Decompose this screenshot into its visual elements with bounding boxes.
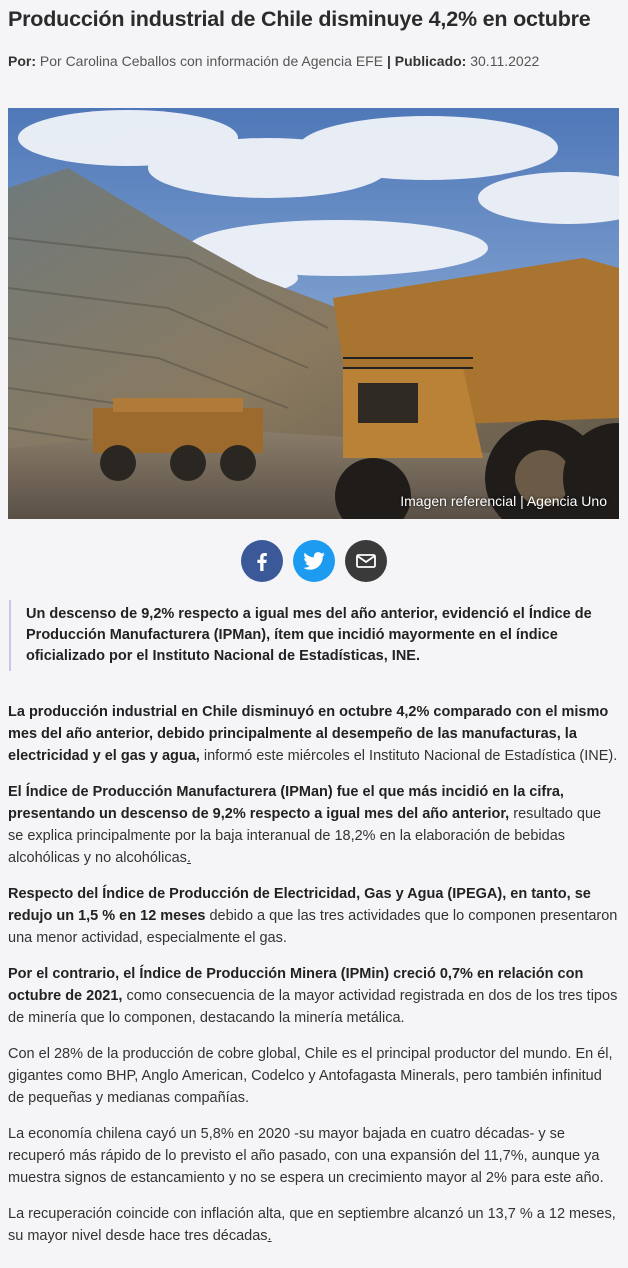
share-facebook-button[interactable]: [241, 540, 283, 582]
published-label: Publicado:: [394, 53, 467, 69]
paragraph-5-text: Con el 28% de la producción de cobre global, Chile es el principal productor del mundo. En él, gigantes como BHP, Anglo American, Codelco y Antofagasta Minerals, pero también infinitud de pequeñas y medianas compañías.: [8, 1046, 613, 1106]
article-photo: [8, 108, 619, 519]
share-email-button[interactable]: [345, 540, 387, 582]
published-date: 30.11.2022: [470, 53, 540, 69]
author-label: Por:: [8, 53, 36, 69]
paragraph-3-bold: Respecto del Índice de Producción de Electricidad, Gas y Agua (IPEGA), en tanto, se redujo un 1,5 % en 12 meses: [8, 886, 591, 924]
paragraph-2-link[interactable]: .: [186, 850, 191, 866]
paragraph-4-bold: Por el contrario, el Índice de Producción Minera (IPMin) creció 0,7% en relación con octubre de 2021,: [8, 966, 584, 1004]
paragraph-1-bold: La producción industrial en Chile disminuyó en octubre 4,2% comparado con el mismo mes del año anterior, debido principalmente al desempeño de las manufacturas, la electricidad y el gas y agua,: [8, 704, 609, 764]
paragraph-6-text: La economía chilena cayó un 5,8% en 2020 -su mayor bajada en cuatro décadas- y se recuperó más rápido de lo previsto el año pasado, con una expansión del 11,7%, aunque ya muestra signos de estancamiento y no se espera un crecimiento mayor al 2% para este año.: [8, 1126, 604, 1186]
byline-separator: |: [386, 53, 391, 69]
paragraph-3: [8, 883, 620, 949]
article-body: [8, 701, 620, 1247]
photo-caption: Imagen referencial | Agencia Uno: [400, 493, 607, 509]
article-lead: Un descenso de 9,2% respecto a igual mes del año anterior, evidenció el Índice de Producción Manufacturera (IPMan), ítem que incidió mayormente en el índice oficializado por el Instituto Nacional de Estadísticas, INE.: [9, 600, 620, 671]
twitter-icon: [301, 548, 327, 574]
paragraph-7: [8, 1203, 620, 1247]
paragraph-2: [8, 781, 620, 869]
paragraph-3-text: debido a que las tres actividades que lo componen presentaron una menor actividad, especialmente el gas.: [8, 908, 618, 946]
mining-trucks-image: [8, 108, 619, 519]
paragraph-2-bold: El Índice de Producción Manufacturera (IPMan) fue el que más incidió en la cifra, presentando un descenso de 9,2% respecto a igual mes del año anterior,: [8, 784, 564, 822]
email-icon: [354, 549, 378, 573]
paragraph-4-text: como consecuencia de la mayor actividad registrada en dos de los tres tipos de minería que lo componen, destacando la minería metálica.: [8, 988, 618, 1026]
paragraph-7-link[interactable]: .: [267, 1228, 272, 1244]
article-title: Producción industrial de Chile disminuye 4,2% en octubre: [8, 7, 591, 31]
paragraph-1-text: informó este miércoles el Instituto Nacional de Estadística (INE).: [199, 748, 618, 764]
paragraph-1: [8, 701, 620, 767]
paragraph-7-text: La recuperación coincide con inflación alta, que en septiembre alcanzó un 13,7 % a 12 meses, su mayor nivel desde hace tres décadas: [8, 1206, 616, 1244]
paragraph-4: [8, 963, 620, 1029]
paragraph-5: [8, 1043, 620, 1109]
share-bar: [8, 540, 620, 582]
paragraph-6: [8, 1123, 620, 1189]
facebook-icon: [250, 549, 274, 573]
paragraph-2-text: resultado que se explica principalmente por la baja interanual de 18,2% en la elaboración de bebidas alcohólicas y no alcohólicas: [8, 806, 602, 866]
author-name: Por Carolina Ceballos con información de Agencia EFE: [39, 53, 384, 69]
byline: [8, 52, 620, 70]
share-twitter-button[interactable]: [293, 540, 335, 582]
